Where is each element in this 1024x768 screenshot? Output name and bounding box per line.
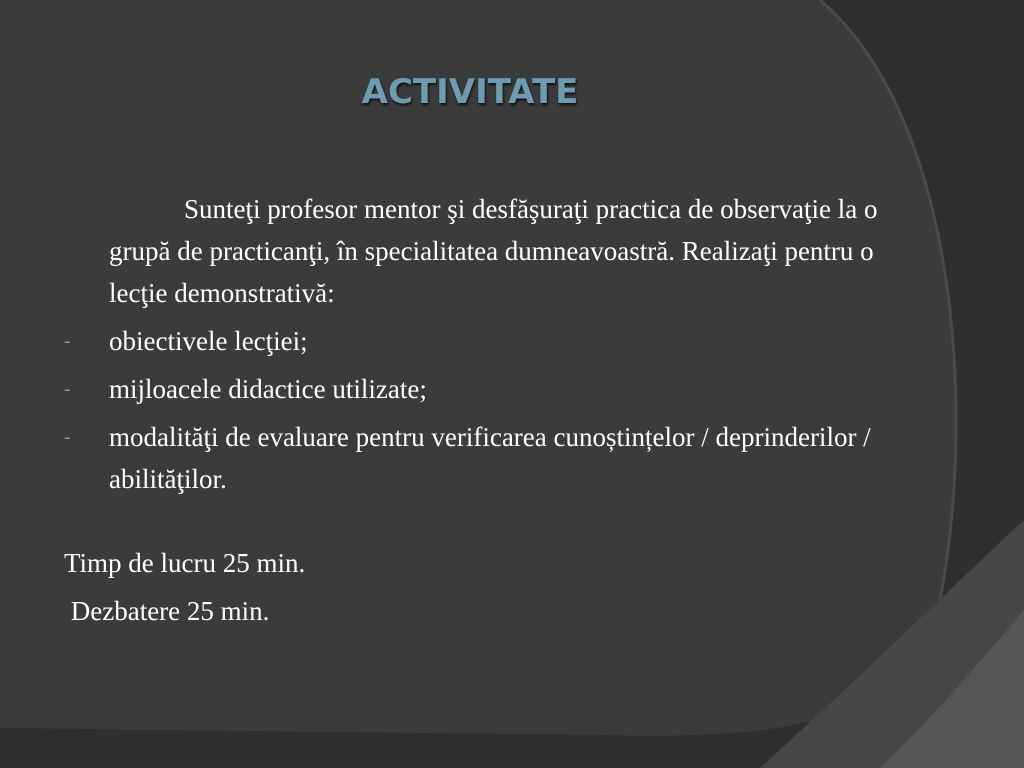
bullet-dash: -	[64, 426, 71, 448]
slide-title: ACTIVITATE	[361, 72, 579, 112]
bullet-dash: -	[64, 330, 71, 352]
list-item-text: mijloacele didactice utilizate;	[109, 374, 427, 404]
list-item-text: modalităţi de evaluare pentru verificarea cunoștințelor / deprinderilor / abilităţilor.	[109, 422, 871, 494]
intro-paragraph: Sunteţi profesor mentor şi desfăşuraţi practica de observaţie la o grupă de practicanţi, în specialitatea dumneavoastră. Realizaţi pentru o lecţie demonstrativă:	[109, 194, 878, 308]
debate-time-text: Dezbatere 25 min.	[64, 596, 270, 626]
list-item-text: obiectivele lecţiei;	[109, 326, 308, 356]
list-item	[64, 368, 884, 410]
list-item	[64, 320, 884, 362]
list-item	[64, 416, 884, 500]
work-time-text: Timp de lucru 25 min.	[64, 548, 306, 578]
slide-body	[64, 188, 884, 632]
spacer	[64, 500, 884, 536]
bullet-dash: -	[64, 378, 71, 400]
